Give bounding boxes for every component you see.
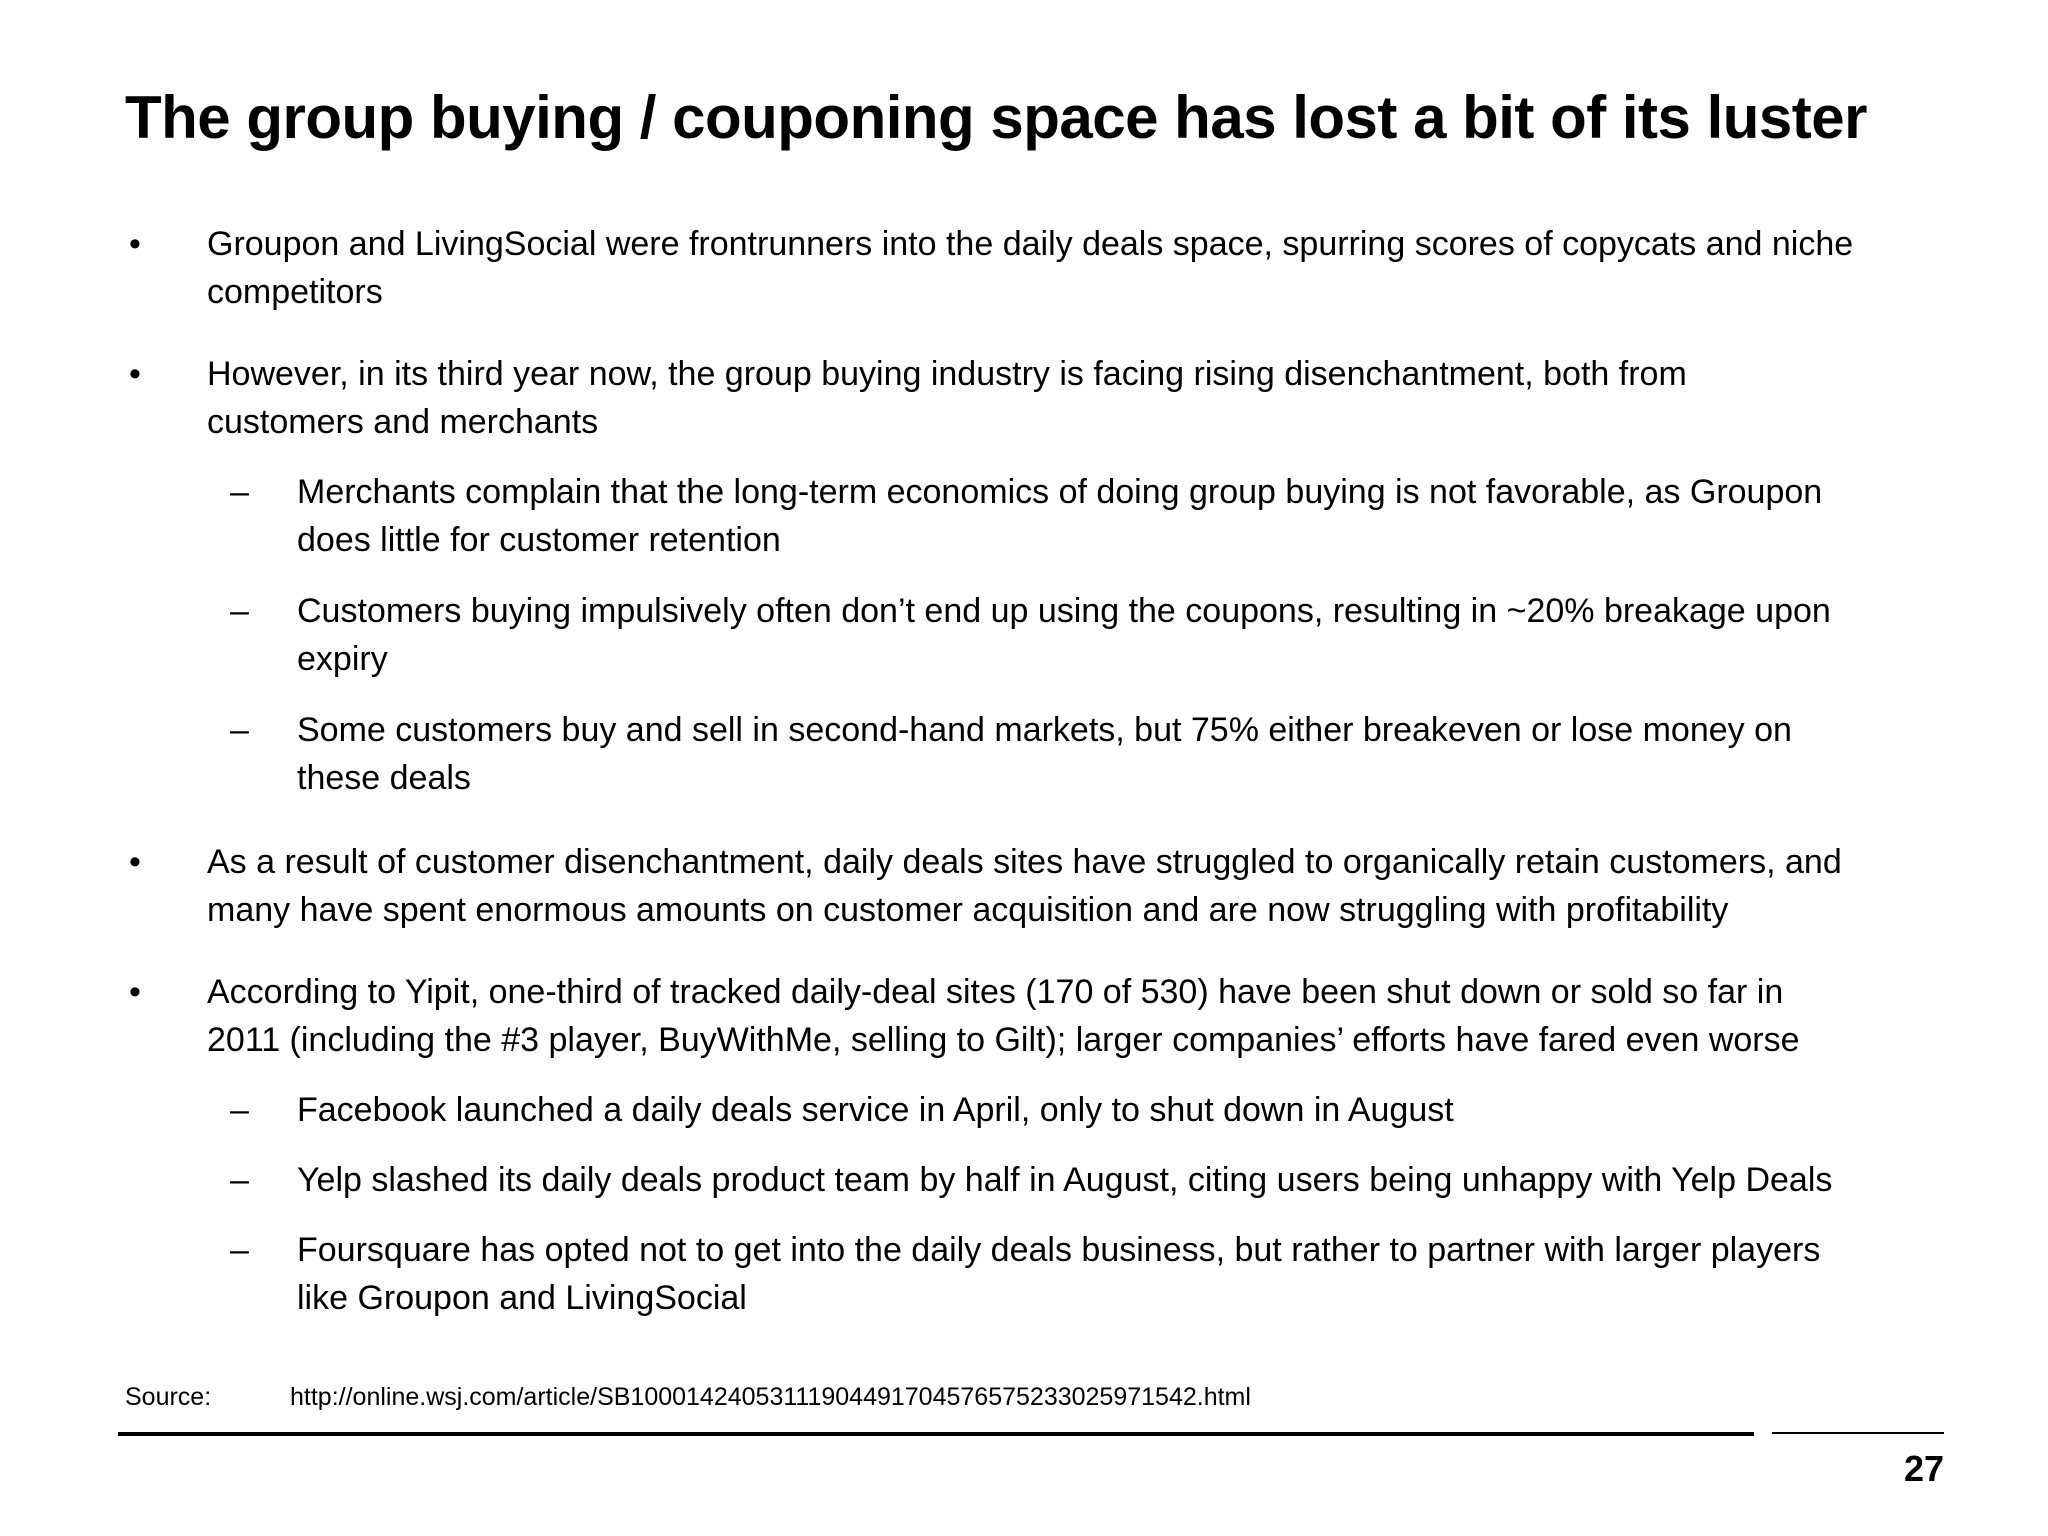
sub-bullet-item-6 xyxy=(230,1226,1821,1322)
bullet-item-3 xyxy=(129,838,1842,934)
bullet-line: As a result of customer disenchantment, daily deals sites have struggled to organically retain customers, and xyxy=(207,843,1842,881)
dash-marker: – xyxy=(230,473,249,511)
bullet-item-1 xyxy=(129,220,1854,316)
bullet-line: Groupon and LivingSocial were frontrunners into the daily deals space, spurring scores of copycats and niche xyxy=(207,225,1854,263)
bullet-line: According to Yipit, one-third of tracked daily-deal sites (170 of 530) have been shut down or sold so far in xyxy=(207,973,1784,1011)
slide-title: The group buying / couponing space has lost a bit of its luster xyxy=(125,84,1867,151)
dash-marker: – xyxy=(230,1161,249,1199)
dash-marker: – xyxy=(230,592,249,630)
source-label: Source: xyxy=(125,1383,212,1411)
bullet-line: many have spent enormous amounts on customer acquisition and are now struggling with profitability xyxy=(207,891,1729,929)
sub-bullet-item-3 xyxy=(230,706,1792,802)
bullet-marker: • xyxy=(129,973,141,1011)
sub-bullet-item-2 xyxy=(230,587,1831,683)
source-url: http://online.wsj.com/article/SB10001424053111904491704576575233025971542.html xyxy=(290,1383,1251,1411)
bullet-line: these deals xyxy=(297,759,471,797)
bullet-line: Customers buying impulsively often don’t end up using the coupons, resulting in ~20% breakage upon xyxy=(297,592,1831,630)
bullet-line: Foursquare has opted not to get into the daily deals business, but rather to partner with larger players xyxy=(297,1231,1821,1269)
bullet-line: 2011 (including the #3 player, BuyWithMe, selling to Gilt); larger companies’ efforts have fared even worse xyxy=(207,1021,1800,1059)
sub-bullet-item-4 xyxy=(230,1086,1454,1134)
bullet-marker: • xyxy=(129,355,141,393)
bullet-item-4 xyxy=(129,968,1800,1064)
dash-marker: – xyxy=(230,1091,249,1129)
bullet-line: Yelp slashed its daily deals product team by half in August, citing users being unhappy with Yelp Deals xyxy=(297,1161,1833,1199)
bullet-marker: • xyxy=(129,225,141,263)
bullet-item-2 xyxy=(129,350,1687,446)
dash-marker: – xyxy=(230,711,249,749)
bullet-line: like Groupon and LivingSocial xyxy=(297,1279,747,1317)
page-number-divider xyxy=(1772,1432,1944,1434)
bullet-line: However, in its third year now, the group buying industry is facing rising disenchantment, both from xyxy=(207,355,1687,393)
page-number: 27 xyxy=(1903,1448,1944,1489)
sub-bullet-item-5 xyxy=(230,1156,1833,1204)
bullet-line: Merchants complain that the long-term economics of doing group buying is not favorable, as Groupon xyxy=(297,473,1823,511)
footer-divider xyxy=(118,1432,1754,1436)
sub-bullet-item-1 xyxy=(230,468,1823,564)
bullet-line: customers and merchants xyxy=(207,403,599,441)
bullet-line: expiry xyxy=(297,640,388,678)
bullet-line: Some customers buy and sell in second-hand markets, but 75% either breakeven or lose money on xyxy=(297,711,1792,749)
bullet-marker: • xyxy=(129,843,141,881)
bullet-line: Facebook launched a daily deals service in April, only to shut down in August xyxy=(297,1091,1454,1129)
dash-marker: – xyxy=(230,1231,249,1269)
bullet-line: does little for customer retention xyxy=(297,521,781,559)
bullet-line: competitors xyxy=(207,273,383,311)
